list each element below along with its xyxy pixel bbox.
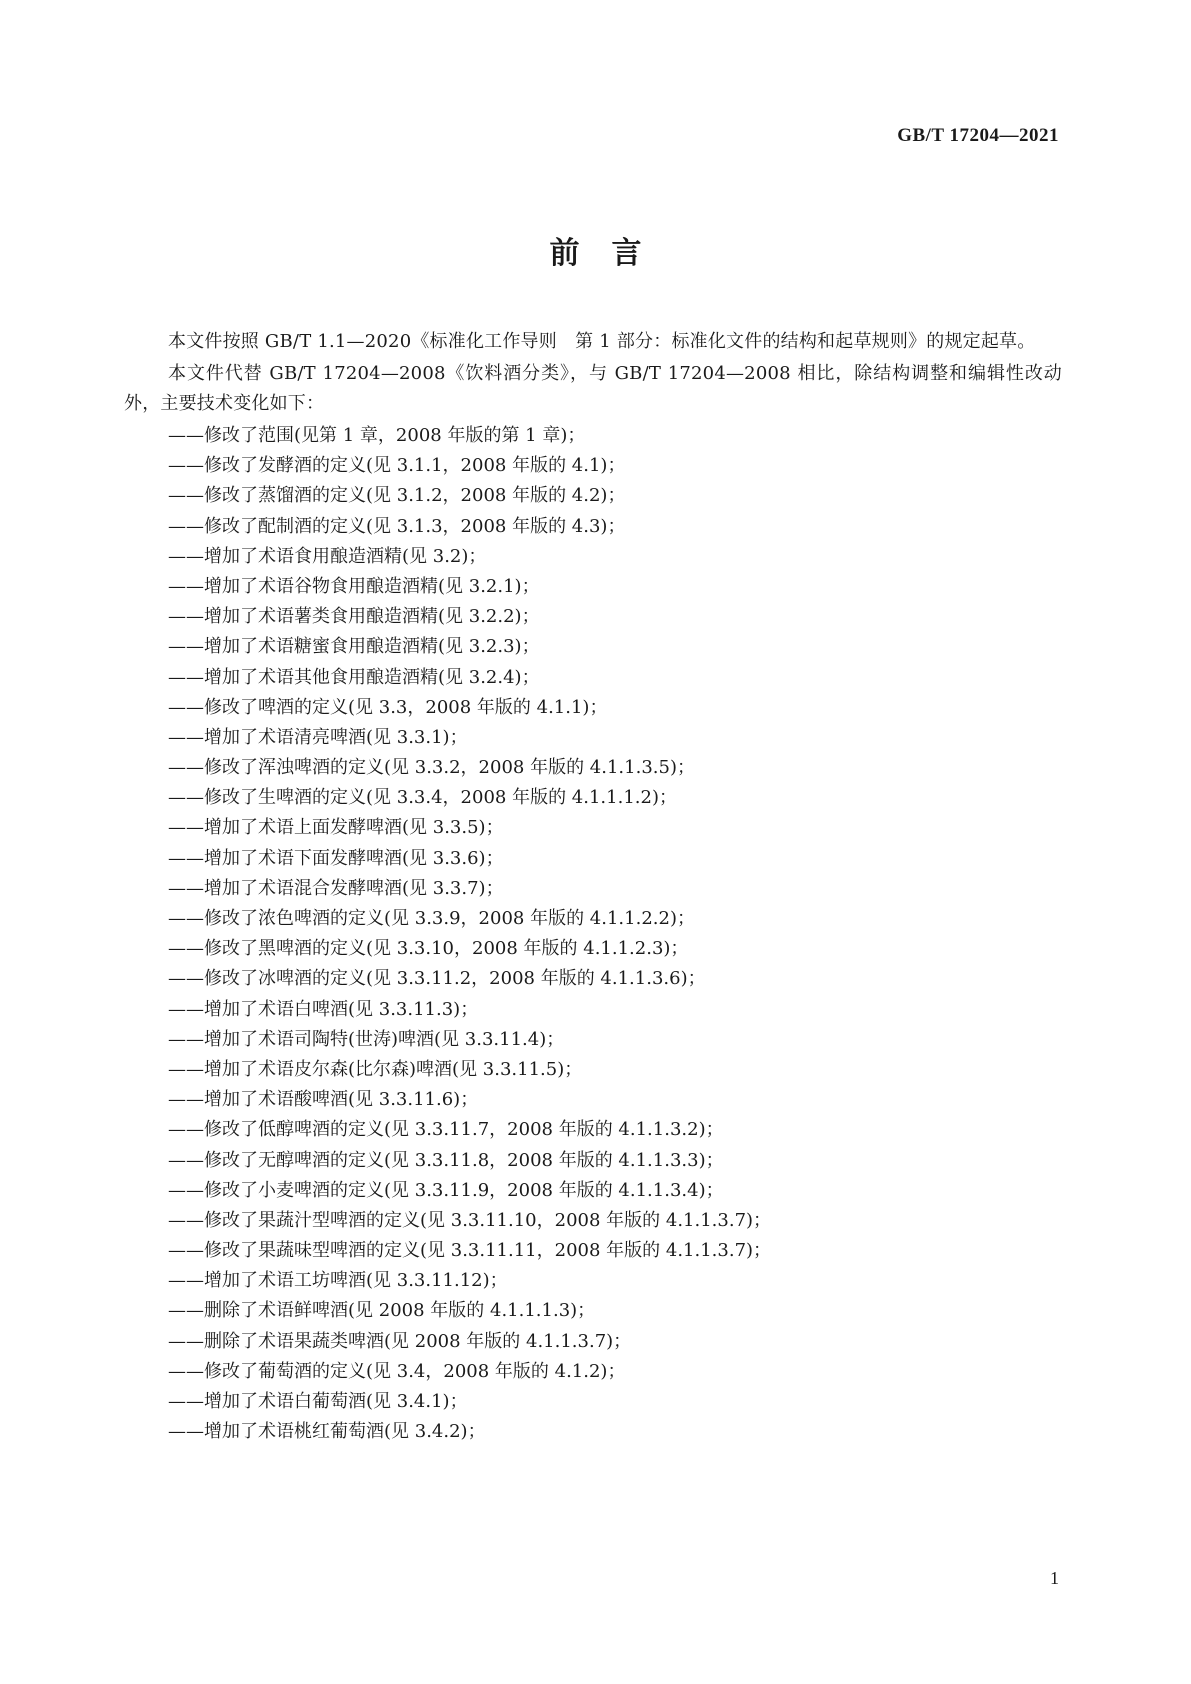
list-item: ——修改了范围(见第 1 章，2008 年版的第 1 章)； <box>168 425 586 446</box>
list-item: ——修改了无醇啤酒的定义(见 3.3.11.8，2008 年版的 4.1.1.3.3)； <box>168 1149 724 1171</box>
list-item: ——修改了果蔬味型啤酒的定义(见 3.3.11.11，2008 年版的 4.1.1.3.7)； <box>168 1240 772 1262</box>
list-item: ——增加了术语食用酿造酒精(见 3.2)； <box>168 545 487 567</box>
document-code: GB/T 17204—2021 <box>897 125 1059 146</box>
list-item: ——修改了浓色啤酒的定义(见 3.3.9，2008 年版的 4.1.1.2.2)； <box>168 908 695 929</box>
page-title: 前言 <box>549 236 674 271</box>
list-item: ——修改了啤酒的定义(见 3.3，2008 年版的 4.1.1)； <box>168 696 608 718</box>
list-item: ——增加了术语上面发酵啤酒(见 3.3.5)； <box>168 817 504 839</box>
page-number: 1 <box>1050 1568 1059 1588</box>
list-item: ——修改了浑浊啤酒的定义(见 3.3.2，2008 年版的 4.1.1.3.5)； <box>168 757 695 779</box>
list-item: ——修改了配制酒的定义(见 3.1.3，2008 年版的 4.3)； <box>168 515 626 537</box>
list-item: ——修改了低醇啤酒的定义(见 3.3.11.7，2008 年版的 4.1.1.3.2)； <box>168 1119 724 1141</box>
list-item: ——增加了术语混合发酵啤酒(见 3.3.7)； <box>168 877 504 899</box>
list-item: ——修改了发酵酒的定义(见 3.1.1，2008 年版的 4.1)； <box>168 455 626 477</box>
paragraph-replacement: 本文件代替 GB/T 17204—2008《饮料酒分类》，与 GB/T 17204—2008 相比，除结构调整和编辑性改动外，主要技术变化如下： <box>124 363 1062 414</box>
list-item: ——增加了术语谷物食用酿造酒精(见 3.2.1)； <box>168 575 540 597</box>
list-item: ——修改了黑啤酒的定义(见 3.3.10，2008 年版的 4.1.1.2.3)； <box>168 938 689 960</box>
list-item: ——增加了术语桃红葡萄酒(见 3.4.2)； <box>168 1421 486 1443</box>
list-item: ——修改了小麦啤酒的定义(见 3.3.11.9，2008 年版的 4.1.1.3.4)； <box>168 1179 724 1201</box>
list-item: ——增加了术语工坊啤酒(见 3.3.11.12)； <box>168 1270 508 1292</box>
list-item: ——增加了术语白葡萄酒(见 3.4.1)； <box>168 1391 468 1412</box>
list-item: ——修改了生啤酒的定义(见 3.3.4，2008 年版的 4.1.1.1.2)； <box>168 787 677 809</box>
list-item: ——增加了术语清亮啤酒(见 3.3.1)； <box>168 726 468 748</box>
list-item: ——增加了术语薯类食用酿造酒精(见 3.2.2)； <box>168 606 540 628</box>
change-list <box>124 421 1062 1447</box>
list-item: ——删除了术语鲜啤酒(见 2008 年版的 4.1.1.1.3)； <box>168 1300 596 1322</box>
list-item: ——修改了葡萄酒的定义(见 3.4，2008 年版的 4.1.2)； <box>168 1360 626 1382</box>
list-item: ——增加了术语糖蜜食用酿造酒精(见 3.2.3)； <box>168 636 540 658</box>
list-item: ——增加了术语其他食用酿造酒精(见 3.2.4)； <box>168 666 540 688</box>
list-item: ——修改了蒸馏酒的定义(见 3.1.2，2008 年版的 4.2)； <box>168 485 626 507</box>
list-item: ——增加了术语白啤酒(见 3.3.11.3)； <box>168 998 479 1020</box>
list-item: ——删除了术语果蔬类啤酒(见 2008 年版的 4.1.1.3.7)； <box>168 1330 632 1352</box>
document-body <box>124 327 1062 1447</box>
list-item: ——增加了术语司陶特(世涛)啤酒(见 3.3.11.4)； <box>168 1028 565 1050</box>
list-item: ——增加了术语皮尔森(比尔森)啤酒(见 3.3.11.5)； <box>168 1058 583 1080</box>
list-item: ——增加了术语酸啤酒(见 3.3.11.6)； <box>168 1089 479 1111</box>
paragraph-drafting-basis: 本文件按照 GB/T 1.1—2020《标准化工作导则 第 1 部分：标准化文件的结构和起草规则》的规定起草。 <box>168 331 1036 352</box>
list-item: ——增加了术语下面发酵啤酒(见 3.3.6)； <box>168 847 504 869</box>
list-item: ——修改了果蔬汁型啤酒的定义(见 3.3.11.10，2008 年版的 4.1.1.3.7)； <box>168 1209 772 1231</box>
list-item: ——修改了冰啤酒的定义(见 3.3.11.2，2008 年版的 4.1.1.3.6)； <box>168 968 706 990</box>
